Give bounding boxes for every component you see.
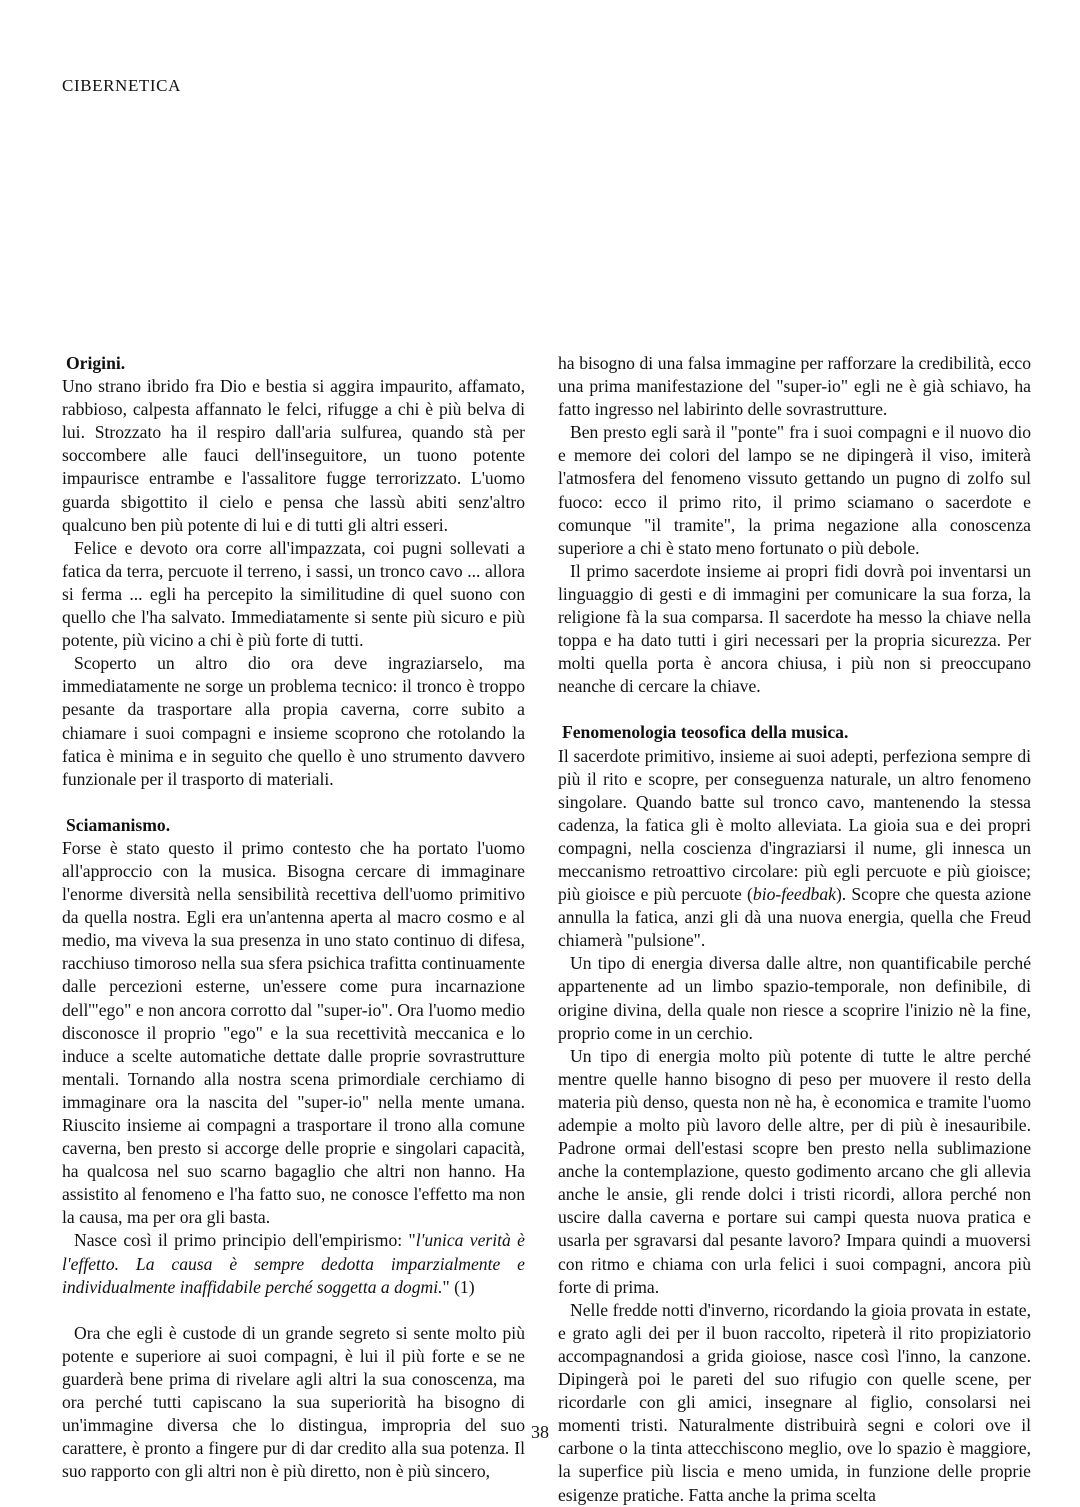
- paragraph: ha bisogno di una falsa immagine per rafforzare la credibilità, ecco una prima manifestazione del "super-io" egli ne è già schiavo, ha fatto ingresso nel labirinto delle sovrastrutture.: [558, 353, 1031, 420]
- running-title: CIBERNETICA: [62, 76, 181, 95]
- text-run: ). Scopre che questa azione annulla la fatica, anzi gli dà una nuova energia, quella che Freud chiamerà "pulsione".: [558, 884, 1031, 951]
- page-number: 38: [531, 1422, 549, 1442]
- paragraph: Felice e devoto ora corre all'impazzata, coi pugni sollevati a fatica da terra, percuote il terreno, i sassi, un tronco cavo ... allora si ferma ... egli ha percepito la similitudine di quel suono con quello che l'ha salvato. Immediatamente si sente più sicuro e più potente, più vicino a chi è più forte di tutti.: [62, 537, 525, 651]
- paragraph: Il primo sacerdote insieme ai propri fidi dovrà poi inventarsi un linguaggio di gesti e di immagini per comunicare la sua forza, la religione fà la sua comparsa. Il sacerdote ha messo la chiave nella toppa e ha dato tutti i giri necessari per la propria sicurezza. Per molti quella porta è ancora chiusa, i più non si preoccupano neanche di cercare la chiave.: [558, 560, 1031, 697]
- paragraph-with-quote: [62, 1229, 525, 1298]
- empiricism-quote: l'unica verità è l'effetto. La causa è sempre dedotta imparzialmente e individualmente inaffidabile perché soggetta a dogmi.: [62, 1230, 525, 1297]
- paragraph: Ben presto egli sarà il "ponte" fra i suoi compagni e il nuovo dio e memore dei colori del lampo se ne dipingerà il viso, imiterà l'atmosfera del fenomeno vissuto gettando un pugno di zolfo sul fuoco: ecco il primo rito, il primo sciamano o sacerdote e comunque "il tramite", la prima negazione alla conoscenza superiore a chi è stato meno fortunato o più debole.: [558, 422, 1031, 558]
- paragraph: [558, 745, 1031, 953]
- paragraph: Uno strano ibrido fra Dio e bestia si aggira impaurito, affamato, rabbioso, calpesta affannato le felci, rifugge a chi è più belva di lui. Strozzato ha il respiro dall'aria sulfurea, quando stà per soccombere alle fauci dell'inseguitore, un tuono potente impaurisce entrambe e l'assalitore fugge terrorizzato. L'uomo guarda sbigottito il cielo e pensa che lassù abiti senz'altro qualcuno ben più potente di lui e di tutti gli altri esseri.: [62, 376, 525, 535]
- paragraph: Scoperto un altro dio ora deve ingraziarselo, ma immediatamente ne sorge un problema tecnico: il tronco è troppo pesante da trasportare alla propia caverna, corre subito a chiamare i suoi compagni e insieme scoprono che rotolando la fatica è minima e in seguito che quello è uno strumento davvero funzionale per il trasporto di materiali.: [62, 653, 525, 789]
- section-heading-origini: Origini.: [66, 353, 126, 373]
- quote-lead: Nasce così il primo principio dell'empirismo: ": [74, 1230, 416, 1251]
- paragraph: Un tipo di energia diversa dalle altre, non quantificabile perché appartenente ad un limbo spazio-temporale, non definibile, di origine divina, della quale non riesce a scoprire l'inizio nè la fine, proprio come in un cerchio.: [558, 953, 1031, 1043]
- right-column: [558, 352, 1031, 1507]
- paragraph: Un tipo di energia molto più potente di tutte le altre perché mentre quelle hanno bisogno di peso per muovere il resto della materia più denso, questa non nè ha, è economica e tramite l'uomo adempie a molto più lavoro delle altre, per di più è inesauribile. Padrone ormai dell'estasi scopre ben presto nella sublimazione anche la contemplazione, questo godimento arcano che gli allevia anche le ansie, gli rende dolci i tristi ricordi, allora perché non uscire dalla caverna e portare sui campi questa nuova pratica e usarla per sgravarsi dal pesante lavoro? Impara quindi a muoversi con ritmo e chiama con urla felici i suoi compagni, ancora più forte di prima.: [558, 1045, 1031, 1297]
- italic-term: bio-feedbak: [752, 884, 836, 905]
- paragraph: Nelle fredde notti d'inverno, ricordando la gioia provata in estate, e grato agli dei per il buon raccolto, ripeterà il rito propiziatorio accompagnandosi a grida gioiose, nasce così l'inno, la canzone. Dipingerà poi le pareti del suo rifugio con quelle scene, per ricordarle con gli amici, insegnare al figlio, consolarsi nei momenti tristi. Naturalmente distribuirà segni e colori ove il carbone o la tinta attecchiscono meglio, ove lo spazio è maggiore, la superfice più liscia e meno umida, in funzione delle proprie esigenze pratiche. Fatta anche la prima scelta: [558, 1299, 1031, 1505]
- paragraph: Ora che egli è custode di un grande segreto si sente molto più potente e superiore ai suoi compagni, è lui il più forte e se ne guarderà bene prima di rivelare agli altri la sua conoscenza, ma ora perché tutti capiscano la sua superiorità ha bisogno di un'immagine diversa che lo distingua, impropria del suo carattere, è pronto a fingere pur di dar credito alla sua potenza. Il suo rapporto con gli altri non è più diretto, non è più sincero,: [62, 1322, 525, 1482]
- section-heading-fenomenologia: Fenomenologia teosofica della musica.: [562, 722, 849, 743]
- section-heading-sciamanismo: Sciamanismo.: [66, 814, 171, 835]
- left-column: [62, 352, 525, 1483]
- paragraph: Forse è stato questo il primo contesto che ha portato l'uomo all'approccio con la musica. Bisogna cercare di immaginare l'enorme diversità nella sensibilità recettiva dell'uomo primitivo da quella nostra. Egli era un'antenna aperta al macro cosmo e al medio, ma viveva la sua presenza in uno stato continuo di difesa, racchiuso timoroso nella sua sfera psichica trafitta continuamente dalle percezioni esterne, un'essere come pura incarnazione dell'"ego" e non ancora corrotto dal "super-io". Ora l'uomo medio disconosce il proprio "ego" e la sua recettività meccanica e lo induce a scelte automatiche dettate dalle proprie sovrastrutture mentali. Tornando alla nostra scena primordiale cerchiamo di immaginare ora la nascita del "super-io" nella mente umana. Riuscito insieme ai compagni a trasportare il trono alla comune caverna, ben presto si accorge delle proprie e singolari capacità, ha qualcosa nel suo scarno bagaglio che altri non hanno. Ha assistito al fenomeno e l'ha fatto suo, ne conosce l'effetto ma non la causa, ma per ora gli basta.: [62, 837, 525, 1228]
- footnote-reference: " (1): [442, 1276, 475, 1297]
- text-run: Il sacerdote primitivo, insieme ai suoi adepti, perfeziona sempre di più il rito e scopre, per conseguenza naturale, un altro fenomeno singolare. Quando batte sul tronco cavo, mantenendo la stessa cadenza, la fatica gli è molto alleviata. La gioia sua e dei propri compagni, nella coscienza d'ingraziarsi il nume, gli innesca un meccanismo retroattivo circolare: più egli percuote e più gioisce; più gioisce e più percuote (: [558, 745, 1031, 905]
